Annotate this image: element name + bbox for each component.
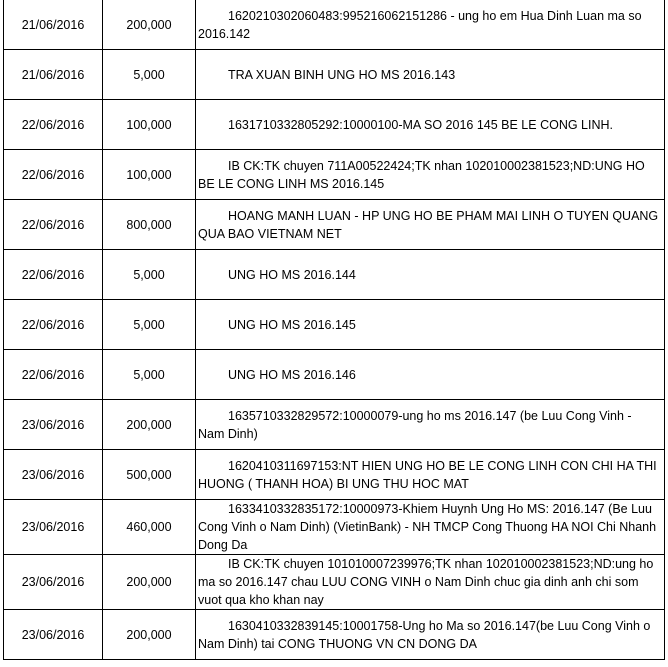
date-cell: 22/06/2016 <box>4 200 103 250</box>
amount-cell: 100,000 <box>103 150 196 200</box>
table-row <box>4 50 665 100</box>
description-cell: IB CK:TK chuyen 711A00522424;TK nhan 102010002381523;ND:UNG HO BE LE CONG LINH MS 2016.145 <box>196 150 665 200</box>
amount-cell: 5,000 <box>103 350 196 400</box>
amount-cell: 500,000 <box>103 450 196 500</box>
amount-cell: 5,000 <box>103 250 196 300</box>
table-row <box>4 500 665 555</box>
description-cell: HOANG MANH LUAN - HP UNG HO BE PHAM MAI LINH O TUYEN QUANG QUA BAO VIETNAM NET <box>196 200 665 250</box>
table-row <box>4 200 665 250</box>
description-cell: 1630410332839145:10001758-Ung ho Ma so 2016.147(be Luu Cong Vinh o Nam Dinh) tai CONG THUONG VN CN DONG DA <box>196 610 665 660</box>
date-cell: 22/06/2016 <box>4 250 103 300</box>
amount-cell: 800,000 <box>103 200 196 250</box>
table-row <box>4 100 665 150</box>
table-row <box>4 150 665 200</box>
description-cell: 1633410332835172:10000973-Khiem Huynh Ung Ho MS: 2016.147 (Be Luu Cong Vinh o Nam Dinh) (VietinBank) - NH TMCP Cong Thuong HA NOI Chi Nhanh Dong Da <box>196 500 665 555</box>
table-row <box>4 555 665 610</box>
description-cell: 1620410311697153:NT HIEN UNG HO BE LE CONG LINH CON CHI HA THI HUONG ( THANH HOA) BI UNG THU HOC MAT <box>196 450 665 500</box>
description-cell: UNG HO MS 2016.144 <box>196 250 665 300</box>
table-row <box>4 400 665 450</box>
description-cell: 1620210302060483:995216062151286 - ung ho em Hua Dinh Luan ma so 2016.142 <box>196 0 665 50</box>
date-cell: 23/06/2016 <box>4 500 103 555</box>
amount-cell: 5,000 <box>103 50 196 100</box>
date-cell: 23/06/2016 <box>4 555 103 610</box>
description-cell: 1635710332829572:10000079-ung ho ms 2016.147 (be Luu Cong Vinh - Nam Dinh) <box>196 400 665 450</box>
description-cell: TRA XUAN BINH UNG HO MS 2016.143 <box>196 50 665 100</box>
amount-cell: 200,000 <box>103 0 196 50</box>
table-row <box>4 250 665 300</box>
description-cell: 1631710332805292:10000100-MA SO 2016 145 BE LE CONG LINH. <box>196 100 665 150</box>
donations-table <box>3 0 665 660</box>
date-cell: 21/06/2016 <box>4 50 103 100</box>
donations-table-body <box>4 0 665 660</box>
date-cell: 21/06/2016 <box>4 0 103 50</box>
table-row <box>4 610 665 660</box>
date-cell: 22/06/2016 <box>4 150 103 200</box>
amount-cell: 200,000 <box>103 555 196 610</box>
amount-cell: 5,000 <box>103 300 196 350</box>
table-row <box>4 300 665 350</box>
description-cell: UNG HO MS 2016.145 <box>196 300 665 350</box>
table-row <box>4 0 665 50</box>
table-row <box>4 350 665 400</box>
description-cell: UNG HO MS 2016.146 <box>196 350 665 400</box>
date-cell: 23/06/2016 <box>4 400 103 450</box>
amount-cell: 200,000 <box>103 400 196 450</box>
amount-cell: 460,000 <box>103 500 196 555</box>
date-cell: 22/06/2016 <box>4 300 103 350</box>
date-cell: 23/06/2016 <box>4 610 103 660</box>
description-cell: IB CK:TK chuyen 101010007239976;TK nhan 102010002381523;ND:ung ho ma so 2016.147 chau LUU CONG VINH o Nam Dinh chuc gia dinh anh chi som vuot qua kho khan nay <box>196 555 665 610</box>
date-cell: 22/06/2016 <box>4 350 103 400</box>
date-cell: 22/06/2016 <box>4 100 103 150</box>
date-cell: 23/06/2016 <box>4 450 103 500</box>
table-row <box>4 450 665 500</box>
amount-cell: 100,000 <box>103 100 196 150</box>
amount-cell: 200,000 <box>103 610 196 660</box>
